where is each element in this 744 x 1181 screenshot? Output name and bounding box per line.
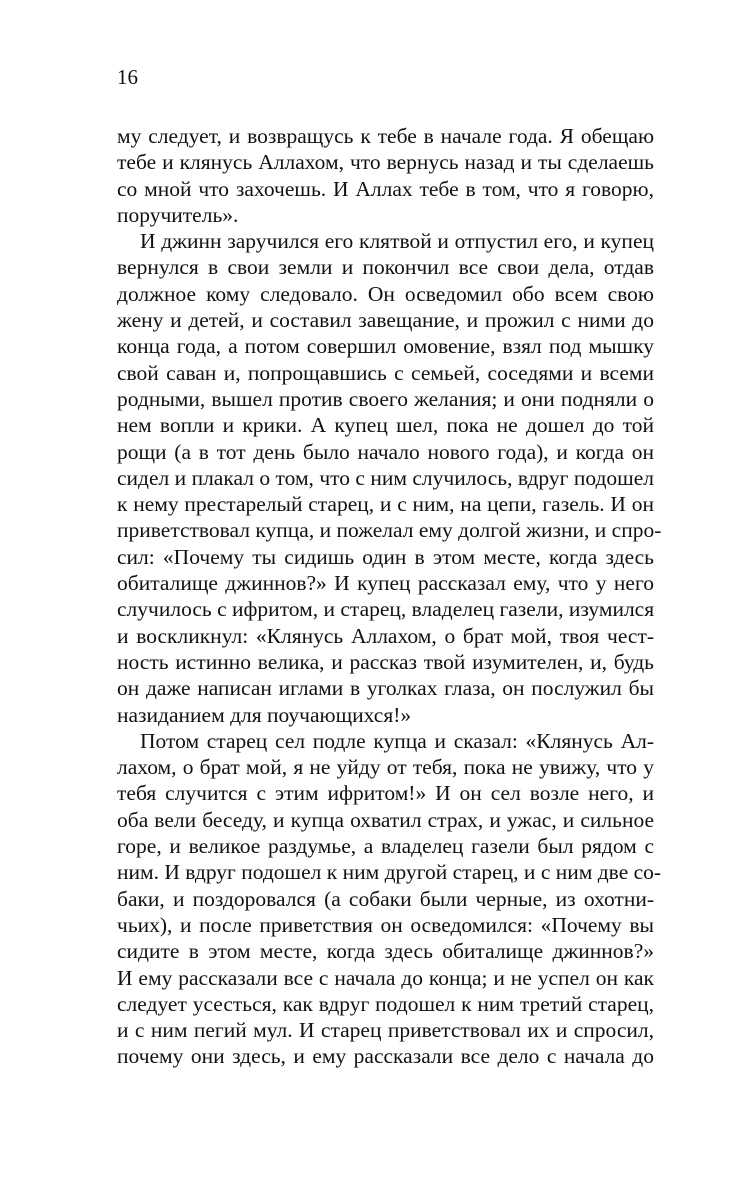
text-line: со мной что захочешь. И Аллах тебе в том, что я говорю,	[117, 176, 654, 201]
text-line: И ему рассказали все с начала до конца; и не успел он как	[117, 965, 654, 990]
text-line: поручитель».	[117, 202, 239, 227]
text-line: тебе и клянусь Аллахом, что вернусь назад и ты сделаешь	[117, 150, 654, 175]
text-line: конца года, а потом совершил омовение, взял под мышку	[117, 334, 654, 359]
text-line: лахом, о брат мой, я не уйду от тебя, пока не увижу, что у	[117, 755, 654, 780]
text-line: нем вопли и крики. А купец шел, пока не дошел до той	[117, 413, 654, 438]
text-line: он даже написан иглами в уголках глаза, он послужил бы	[117, 676, 654, 701]
text-line: должное кому следовало. Он осведомил обо всем свою	[117, 281, 654, 306]
body-text	[117, 123, 662, 1070]
text-line: и воскликнул: «Клянусь Аллахом, о брат мой, твоя чест-	[117, 623, 654, 648]
paragraph	[117, 728, 662, 1070]
text-line: и с ним пегий мул. И старец приветствовал их и спросил,	[117, 1018, 654, 1043]
text-line: свой саван и, попрощавшись с семьей, соседями и всеми	[117, 360, 654, 385]
text-line: почему они здесь, и ему рассказали все дело с начала до	[117, 1044, 654, 1069]
text-line: рощи (а в тот день было начало нового года), и когда он	[117, 439, 654, 464]
text-line: сил: «Почему ты сидишь один в этом месте, когда здесь	[117, 544, 654, 569]
text-line: горе, и великое раздумье, а владелец газели был рядом с	[117, 834, 654, 859]
page-number: 16	[117, 65, 138, 89]
text-line: оба вели беседу, и купца охватил страх, и ужас, и сильное	[117, 807, 654, 832]
text-line: сидел и плакал о том, что с ним случилось, вдруг подошел	[117, 465, 654, 490]
text-line: вернулся в свои земли и покончил все свои дела, отдав	[117, 255, 654, 280]
text-line: жену и детей, и составил завещание, и прожил с ними до	[117, 308, 654, 333]
text-line: к нему престарелый старец, и с ним, на цепи, газель. И он	[117, 492, 654, 517]
text-line: приветствовал купца, и пожелал ему долгой жизни, и спро-	[117, 518, 662, 543]
text-line: И джинн заручился его клятвой и отпустил его, и купец	[140, 229, 654, 254]
text-line: обиталище джиннов?» И купец рассказал ему, что у него	[117, 571, 654, 596]
text-line: случилось с ифритом, и старец, владелец газели, изумился	[117, 597, 655, 622]
text-line: назиданием для поучающихся!»	[117, 702, 412, 727]
text-line: му следует, и возвращусь к тебе в начале года. Я обещаю	[117, 124, 654, 148]
text-line: баки, и поздоровался (а собаки были черные, из охотни-	[117, 886, 654, 911]
text-line: ним. И вдруг подошел к ним другой старец, и с ним две со-	[117, 860, 662, 885]
text-line: тебя случится с этим ифритом!» И он сел возле него, и	[117, 781, 654, 806]
text-line: ность истинно велика, и рассказ твой изумителен, и, будь	[117, 649, 654, 674]
paragraph	[117, 123, 654, 228]
text-line: Потом старец сел подле купца и сказал: «Клянусь Ал-	[140, 728, 654, 753]
paragraph	[117, 228, 662, 728]
text-line: сидите в этом месте, когда здесь обиталище джиннов?»	[117, 939, 654, 964]
text-line: чьих), и после приветствия он осведомился: «Почему вы	[117, 912, 654, 937]
text-line: следует усесться, как вдруг подошел к ним третий старец,	[117, 991, 654, 1016]
text-line: родными, вышел против своего желания; и они подняли о	[117, 386, 654, 411]
